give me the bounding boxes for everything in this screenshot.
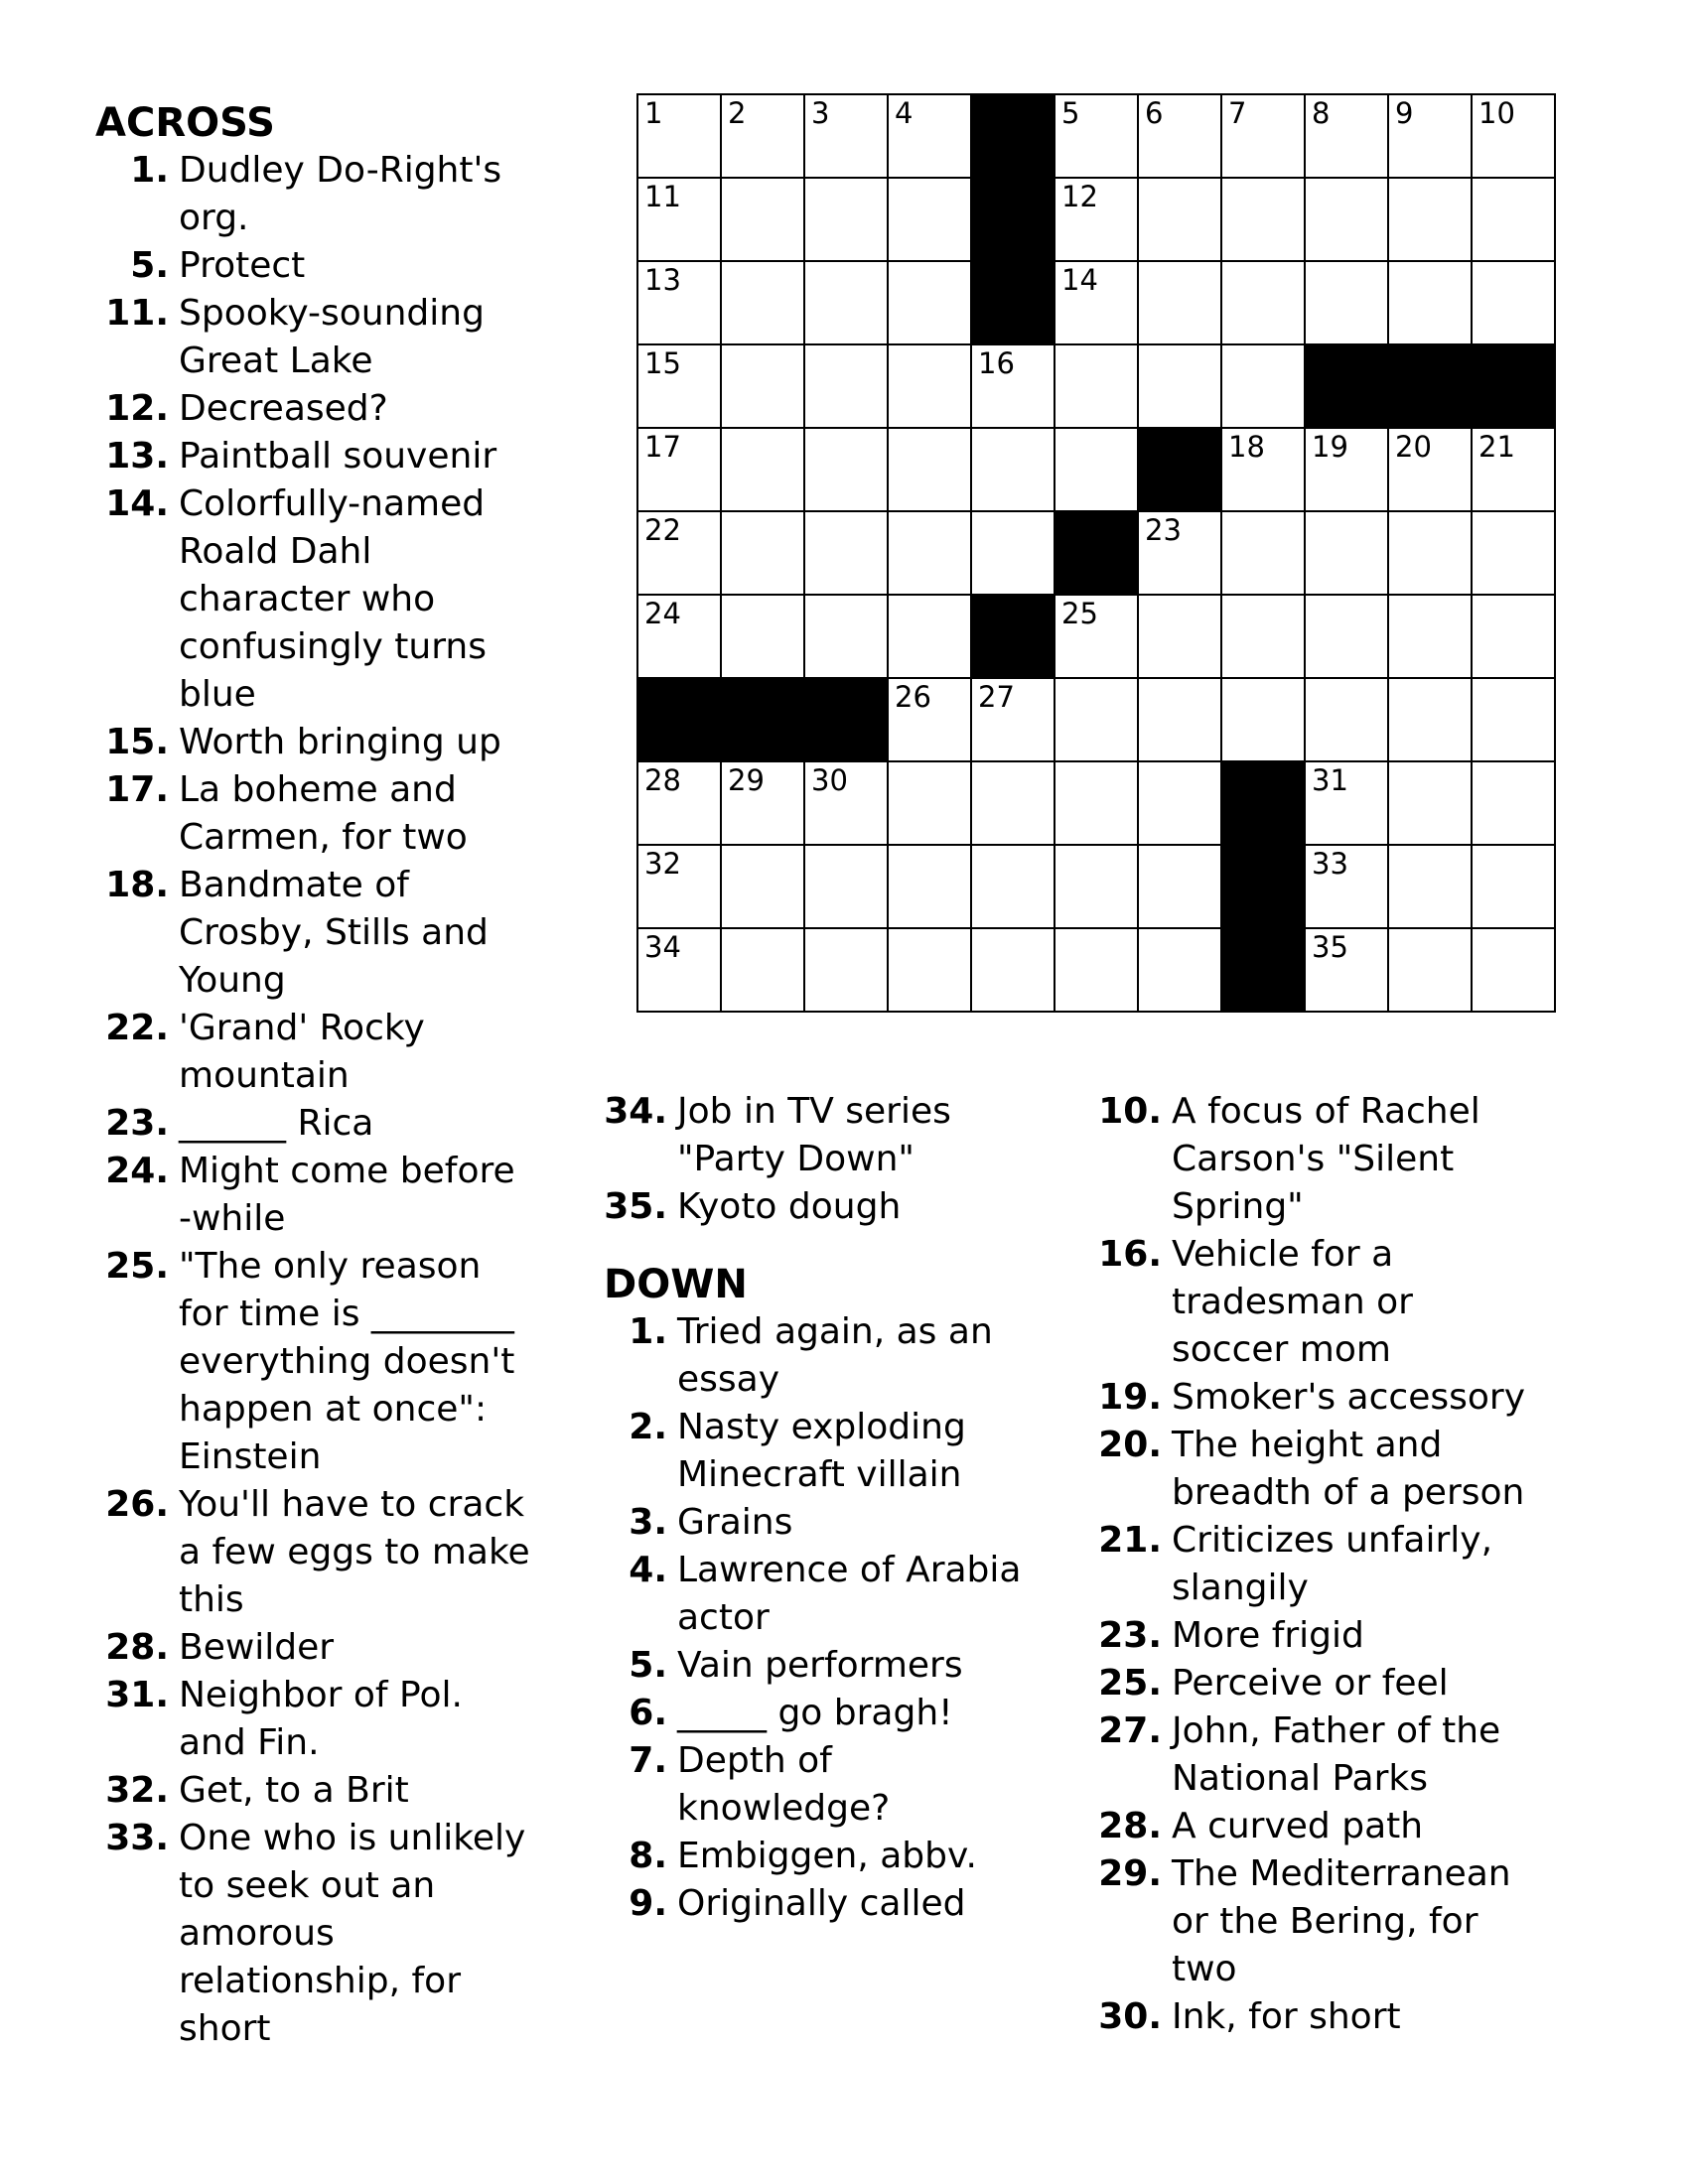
grid-cell[interactable]: [722, 345, 803, 427]
clue-across-23: [95, 1100, 534, 1148]
grid-cell[interactable]: [1306, 762, 1387, 844]
clue-across-5: [95, 242, 534, 290]
clue-across-24: [95, 1148, 534, 1243]
grid-cell[interactable]: [1055, 596, 1137, 677]
clue-number: 23.: [1098, 1615, 1162, 1656]
crossword-grid: [636, 93, 1556, 1013]
grid-cell[interactable]: [1139, 95, 1220, 177]
clue-text: A curved path: [1172, 1806, 1424, 1846]
cell-number: 16: [978, 346, 1015, 380]
grid-cell[interactable]: [1389, 846, 1471, 927]
grid-cell[interactable]: [722, 512, 803, 594]
cell-number: 18: [1228, 430, 1265, 464]
grid-cell[interactable]: [1389, 929, 1471, 1011]
grid-cell[interactable]: [889, 679, 970, 760]
clue-number: 34.: [604, 1091, 667, 1132]
grid-cell[interactable]: [889, 762, 970, 844]
cell-number: 6: [1145, 96, 1164, 130]
grid-cell[interactable]: [1473, 679, 1554, 760]
grid-cell[interactable]: [805, 345, 887, 427]
clue-down-6: [604, 1690, 1030, 1737]
grid-cell[interactable]: [1139, 762, 1220, 844]
grid-cell-black: [722, 679, 803, 760]
grid-cell[interactable]: [1306, 95, 1387, 177]
clue-down-21: [1096, 1517, 1531, 1612]
grid-cell[interactable]: [1139, 179, 1220, 260]
grid-cell[interactable]: [889, 262, 970, 343]
grid-cell[interactable]: [889, 512, 970, 594]
clue-number: 23.: [105, 1103, 169, 1144]
grid-cell[interactable]: [1473, 179, 1554, 260]
grid-cell[interactable]: [638, 429, 720, 510]
cell-number: 10: [1478, 96, 1515, 130]
clue-across-1: [95, 147, 534, 242]
clue-text: Colorfully-named Roald Dahl character who confusingly turns blue: [179, 483, 487, 715]
clue-number: 10.: [1098, 1091, 1162, 1132]
grid-cell[interactable]: [1306, 846, 1387, 927]
clue-number: 8.: [629, 1836, 667, 1876]
clue-number: 22.: [105, 1008, 169, 1048]
clue-number: 2.: [629, 1407, 667, 1447]
grid-cell-black: [1473, 345, 1554, 427]
clue-down-25: [1096, 1660, 1531, 1707]
clue-number: 25.: [1098, 1663, 1162, 1704]
clue-across-35: [604, 1183, 1030, 1231]
grid-cell[interactable]: [1222, 512, 1304, 594]
grid-cell[interactable]: [1055, 345, 1137, 427]
grid-cell[interactable]: [1389, 95, 1471, 177]
clue-text: A focus of Rachel Carson's "Silent Spring": [1172, 1091, 1480, 1227]
clue-number: 13.: [105, 436, 169, 477]
grid-cell[interactable]: [638, 262, 720, 343]
grid-cell-black: [1306, 345, 1387, 427]
grid-cell[interactable]: [1055, 179, 1137, 260]
grid-cell[interactable]: [638, 95, 720, 177]
grid-cell[interactable]: [805, 762, 887, 844]
cell-number: 15: [644, 346, 681, 380]
grid-cell[interactable]: [638, 762, 720, 844]
clue-text: Originally called: [677, 1883, 966, 1924]
grid-cell[interactable]: [1055, 762, 1137, 844]
cell-number: 5: [1061, 96, 1080, 130]
grid-cell[interactable]: [722, 762, 803, 844]
grid-cell[interactable]: [972, 679, 1054, 760]
grid-cell[interactable]: [1473, 762, 1554, 844]
clue-across-31: [95, 1672, 534, 1767]
cell-number: 34: [644, 930, 681, 964]
cell-number: 35: [1312, 930, 1348, 964]
clue-text: Embiggen, abbv.: [677, 1836, 977, 1876]
grid-cell[interactable]: [1473, 929, 1554, 1011]
clue-text: John, Father of the National Parks: [1172, 1710, 1501, 1799]
clue-number: 21.: [1098, 1520, 1162, 1561]
grid-cell[interactable]: [1306, 512, 1387, 594]
cell-number: 30: [811, 763, 848, 797]
grid-cell[interactable]: [1222, 596, 1304, 677]
grid-cell[interactable]: [972, 846, 1054, 927]
grid-cell[interactable]: [638, 846, 720, 927]
grid-cell[interactable]: [1055, 95, 1137, 177]
clue-down-30: [1096, 1993, 1531, 2041]
clue-number: 27.: [1098, 1710, 1162, 1751]
cell-number: 3: [811, 96, 830, 130]
cell-number: 9: [1395, 96, 1414, 130]
cell-number: 24: [644, 597, 681, 630]
grid-cell[interactable]: [1139, 262, 1220, 343]
grid-cell[interactable]: [889, 429, 970, 510]
clue-number: 1.: [130, 150, 169, 191]
grid-cell[interactable]: [1055, 429, 1137, 510]
grid-cell-black: [638, 679, 720, 760]
down-clues-column: [1096, 1088, 1531, 2041]
across-header: ACROSS: [95, 100, 275, 146]
clue-down-16: [1096, 1231, 1531, 1374]
grid-cell[interactable]: [972, 429, 1054, 510]
down-header: DOWN: [604, 1262, 748, 1307]
grid-cell[interactable]: [889, 929, 970, 1011]
grid-cell[interactable]: [1222, 429, 1304, 510]
grid-cell[interactable]: [638, 512, 720, 594]
grid-cell[interactable]: [1473, 429, 1554, 510]
clue-text: Tried again, as an essay: [677, 1311, 993, 1400]
cell-number: 25: [1061, 597, 1098, 630]
clue-number: 29.: [1098, 1853, 1162, 1894]
grid-cell[interactable]: [972, 929, 1054, 1011]
grid-cell[interactable]: [1139, 596, 1220, 677]
clue-across-32: [95, 1767, 534, 1815]
grid-cell[interactable]: [638, 596, 720, 677]
grid-cell[interactable]: [805, 179, 887, 260]
clue-down-5: [604, 1642, 1030, 1690]
grid-cell[interactable]: [1389, 512, 1471, 594]
grid-cell[interactable]: [1306, 262, 1387, 343]
grid-cell[interactable]: [805, 596, 887, 677]
clue-text: Neighbor of Pol. and Fin.: [179, 1675, 463, 1763]
grid-cell[interactable]: [972, 512, 1054, 594]
clue-number: 5.: [629, 1645, 667, 1686]
clue-down-10: [1096, 1088, 1531, 1231]
middle-clues-column: [604, 1088, 1030, 1928]
grid-cell[interactable]: [722, 929, 803, 1011]
cell-number: 11: [644, 180, 681, 213]
across-clue-list: [95, 147, 534, 2053]
clue-text: Grains: [677, 1502, 793, 1543]
clue-across-28: [95, 1624, 534, 1672]
cell-number: 12: [1061, 180, 1098, 213]
clue-text: Criticizes unfairly, slangily: [1172, 1520, 1493, 1608]
grid-cell[interactable]: [722, 846, 803, 927]
grid-cell[interactable]: [972, 762, 1054, 844]
clue-text: Bewilder: [179, 1627, 335, 1668]
clue-down-19: [1096, 1374, 1531, 1422]
clue-text: La boheme and Carmen, for two: [179, 769, 468, 858]
grid-cell[interactable]: [1389, 596, 1471, 677]
grid-cell[interactable]: [638, 345, 720, 427]
clue-number: 33.: [105, 1818, 169, 1858]
grid-cell-black: [1055, 512, 1137, 594]
clue-down-7: [604, 1737, 1030, 1833]
clue-text: Nasty exploding Minecraft villain: [677, 1407, 966, 1495]
clue-number: 1.: [629, 1311, 667, 1352]
clue-across-33: [95, 1815, 534, 2053]
clue-text: Vain performers: [677, 1645, 963, 1686]
grid-cell[interactable]: [805, 429, 887, 510]
grid-cell[interactable]: [1139, 512, 1220, 594]
clue-across-22: [95, 1005, 534, 1100]
clue-text: Decreased?: [179, 388, 388, 429]
clue-number: 31.: [105, 1675, 169, 1715]
grid-cell-black: [1222, 762, 1304, 844]
grid-cell[interactable]: [1473, 596, 1554, 677]
clue-down-2: [604, 1404, 1030, 1499]
grid-cell-black: [1222, 929, 1304, 1011]
down-clue-list: [604, 1308, 1030, 1928]
clue-down-9: [604, 1880, 1030, 1928]
grid-cell[interactable]: [1306, 929, 1387, 1011]
clue-text: Kyoto dough: [677, 1186, 902, 1227]
cell-number: 32: [644, 847, 681, 881]
clue-number: 14.: [105, 483, 169, 524]
grid-cell[interactable]: [1473, 512, 1554, 594]
clue-text: _____ go bragh!: [677, 1693, 953, 1733]
clue-across-17: [95, 766, 534, 862]
cell-number: 27: [978, 680, 1015, 714]
grid-cell[interactable]: [1389, 679, 1471, 760]
across-clues-column: [95, 99, 534, 2053]
clue-down-20: [1096, 1422, 1531, 1517]
grid-cell[interactable]: [638, 179, 720, 260]
clue-text: "The only reason for time is ________ everything doesn't happen at once": Einstein: [179, 1246, 515, 1477]
cell-number: 33: [1312, 847, 1348, 881]
grid-cell-black: [805, 679, 887, 760]
grid-cell[interactable]: [889, 95, 970, 177]
grid-cell[interactable]: [972, 345, 1054, 427]
grid-cell[interactable]: [1222, 262, 1304, 343]
clue-number: 16.: [1098, 1234, 1162, 1275]
grid-cell[interactable]: [1473, 846, 1554, 927]
cell-number: 4: [895, 96, 914, 130]
clue-text: Bandmate of Crosby, Stills and Young: [179, 865, 489, 1001]
clue-across-14: [95, 480, 534, 719]
clue-number: 15.: [105, 722, 169, 762]
clue-down-28: [1096, 1803, 1531, 1850]
cell-number: 31: [1312, 763, 1348, 797]
grid-cell[interactable]: [1222, 95, 1304, 177]
grid-cell[interactable]: [1139, 345, 1220, 427]
clue-number: 4.: [629, 1550, 667, 1590]
grid-cell-black: [1222, 846, 1304, 927]
clue-across-26: [95, 1481, 534, 1624]
clue-number: 30.: [1098, 1996, 1162, 2037]
cell-number: 21: [1478, 430, 1515, 464]
clue-text: Ink, for short: [1172, 1996, 1401, 2037]
clue-text: Smoker's accessory: [1172, 1377, 1525, 1418]
clue-text: Spooky-sounding Great Lake: [179, 293, 485, 381]
clue-text: Dudley Do-Right's org.: [179, 150, 502, 238]
clue-number: 20.: [1098, 1425, 1162, 1465]
clue-number: 28.: [105, 1627, 169, 1668]
clue-text: Perceive or feel: [1172, 1663, 1449, 1704]
clue-down-29: [1096, 1850, 1531, 1993]
grid-cell[interactable]: [1306, 596, 1387, 677]
clue-text: One who is unlikely to seek out an amorous relationship, for short: [179, 1818, 526, 2049]
grid-cell[interactable]: [1306, 429, 1387, 510]
clue-number: 6.: [629, 1693, 667, 1733]
grid-cell[interactable]: [1473, 262, 1554, 343]
clue-down-23: [1096, 1612, 1531, 1660]
grid-cell-black: [1139, 429, 1220, 510]
grid-cell[interactable]: [722, 262, 803, 343]
cell-number: 17: [644, 430, 681, 464]
grid-cell[interactable]: [889, 345, 970, 427]
cell-number: 22: [644, 513, 681, 547]
grid-cell[interactable]: [722, 95, 803, 177]
grid-cell-black: [972, 596, 1054, 677]
clue-number: 28.: [1098, 1806, 1162, 1846]
cell-number: 8: [1312, 96, 1331, 130]
grid-cell-black: [1389, 345, 1471, 427]
cell-number: 20: [1395, 430, 1432, 464]
grid-cell[interactable]: [805, 929, 887, 1011]
cell-number: 2: [728, 96, 747, 130]
clue-across-34: [604, 1088, 1030, 1183]
grid-cell[interactable]: [1055, 929, 1137, 1011]
clue-down-1: [604, 1308, 1030, 1404]
clue-text: Get, to a Brit: [179, 1770, 409, 1811]
cell-number: 26: [895, 680, 931, 714]
grid-cell[interactable]: [889, 596, 970, 677]
clue-across-13: [95, 433, 534, 480]
clue-text: ______ Rica: [179, 1103, 374, 1144]
clue-text: More frigid: [1172, 1615, 1364, 1656]
grid-cell[interactable]: [722, 596, 803, 677]
clue-number: 32.: [105, 1770, 169, 1811]
clue-text: Vehicle for a tradesman or soccer mom: [1172, 1234, 1413, 1370]
clue-number: 5.: [130, 245, 169, 286]
grid-cell[interactable]: [1389, 429, 1471, 510]
grid-cell[interactable]: [1389, 262, 1471, 343]
grid-cell[interactable]: [889, 846, 970, 927]
grid-cell[interactable]: [805, 512, 887, 594]
clue-across-18: [95, 862, 534, 1005]
grid-cell[interactable]: [1055, 679, 1137, 760]
clue-text: Paintball souvenir: [179, 436, 497, 477]
grid-cell[interactable]: [1222, 345, 1304, 427]
clue-number: 35.: [604, 1186, 667, 1227]
grid-cell-black: [972, 179, 1054, 260]
grid-cell[interactable]: [722, 179, 803, 260]
clue-text: Depth of knowledge?: [677, 1740, 891, 1829]
grid-cell[interactable]: [1306, 679, 1387, 760]
clue-text: Lawrence of Arabia actor: [677, 1550, 1022, 1638]
grid-cell[interactable]: [889, 179, 970, 260]
clue-down-27: [1096, 1707, 1531, 1803]
grid-cell[interactable]: [1306, 179, 1387, 260]
grid-cell[interactable]: [1389, 179, 1471, 260]
cell-number: 19: [1312, 430, 1348, 464]
cell-number: 13: [644, 263, 681, 297]
clue-down-4: [604, 1547, 1030, 1642]
grid-cell[interactable]: [1222, 679, 1304, 760]
clue-text: Worth bringing up: [179, 722, 501, 762]
clue-number: 19.: [1098, 1377, 1162, 1418]
clue-text: The Mediterranean or the Bering, for two: [1172, 1853, 1511, 1989]
grid-cell-black: [972, 262, 1054, 343]
clue-down-8: [604, 1833, 1030, 1880]
clue-number: 11.: [105, 293, 169, 334]
clue-number: 18.: [105, 865, 169, 905]
grid-cell[interactable]: [1222, 179, 1304, 260]
clue-across-12: [95, 385, 534, 433]
clue-number: 12.: [105, 388, 169, 429]
clue-number: 26.: [105, 1484, 169, 1525]
clue-number: 17.: [105, 769, 169, 810]
clue-number: 7.: [629, 1740, 667, 1781]
down-clue-list-continued: [1096, 1088, 1531, 2041]
grid-cell[interactable]: [1139, 929, 1220, 1011]
grid-cell[interactable]: [805, 846, 887, 927]
clue-text: Job in TV series "Party Down": [677, 1091, 951, 1179]
cell-number: 7: [1228, 96, 1247, 130]
clue-text: 'Grand' Rocky mountain: [179, 1008, 425, 1096]
clue-number: 25.: [105, 1246, 169, 1287]
grid-cell[interactable]: [638, 929, 720, 1011]
grid-cell[interactable]: [1473, 95, 1554, 177]
cell-number: 29: [728, 763, 765, 797]
clue-text: The height and breadth of a person: [1172, 1425, 1525, 1513]
cell-number: 28: [644, 763, 681, 797]
cell-number: 1: [644, 96, 663, 130]
grid-cell[interactable]: [1389, 762, 1471, 844]
clue-across-11: [95, 290, 534, 385]
cell-number: 23: [1145, 513, 1182, 547]
clue-number: 9.: [629, 1883, 667, 1924]
clue-text: Protect: [179, 245, 306, 286]
clue-number: 24.: [105, 1151, 169, 1191]
clue-text: Might come before -while: [179, 1151, 515, 1239]
grid-cell[interactable]: [722, 429, 803, 510]
clue-across-25: [95, 1243, 534, 1481]
cell-number: 14: [1061, 263, 1098, 297]
clue-down-3: [604, 1499, 1030, 1547]
grid-cell[interactable]: [1055, 846, 1137, 927]
clue-across-15: [95, 719, 534, 766]
grid-cell-black: [972, 95, 1054, 177]
grid-cell[interactable]: [805, 95, 887, 177]
grid-cell[interactable]: [1139, 679, 1220, 760]
clue-number: 3.: [629, 1502, 667, 1543]
grid-cell[interactable]: [805, 262, 887, 343]
grid-cell[interactable]: [1055, 262, 1137, 343]
clue-text: You'll have to crack a few eggs to make this: [179, 1484, 530, 1620]
grid-cell[interactable]: [1139, 846, 1220, 927]
across-clue-list-continued: [604, 1088, 1030, 1231]
